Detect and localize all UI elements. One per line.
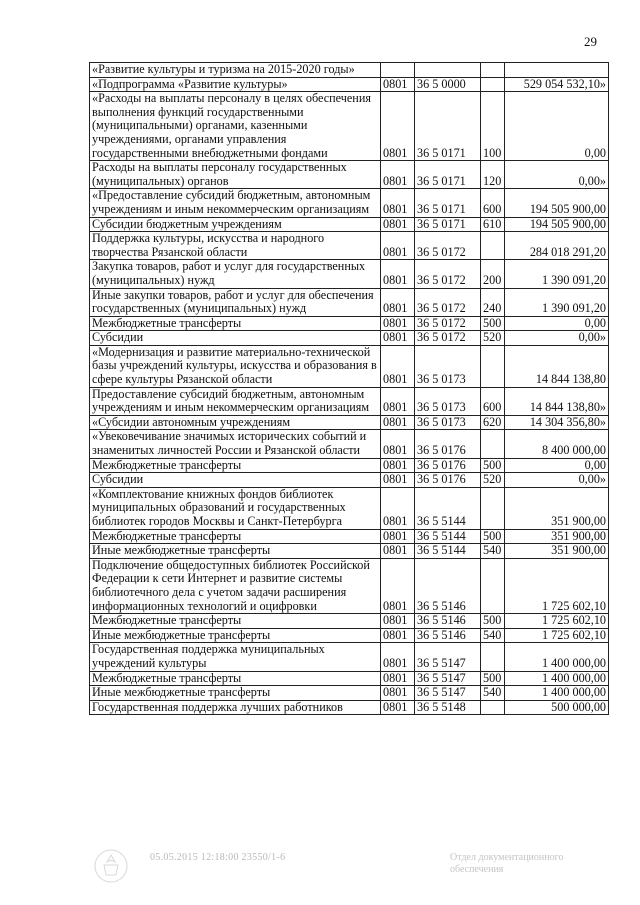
row-expense-type — [481, 700, 505, 715]
row-name: «Комплектование книжных фондов библиотек муниципальных образований и государственных библиотек городов Москвы и Санкт-Петербурга — [90, 487, 381, 529]
emblem-icon — [93, 848, 129, 884]
row-name: «Расходы на выплаты персоналу в целях обеспечения выполнения функций государственными (муниципальными) органами, казенными учреждениями, органами управления государственными внебюджетными фондами — [90, 92, 381, 161]
row-amount: 1 400 000,00 — [505, 671, 609, 686]
row-name: Иные закупки товаров, работ и услуг для обеспечения государственных (муниципальных) нужд — [90, 288, 381, 316]
row-section-code: 0801 — [381, 217, 415, 232]
row-name: Межбюджетные трансферты — [90, 458, 381, 473]
row-section-code: 0801 — [381, 345, 415, 387]
row-expense-type: 520 — [481, 473, 505, 488]
table-row — [90, 529, 609, 544]
row-expense-type: 500 — [481, 316, 505, 331]
table-row — [90, 217, 609, 232]
budget-table-body — [90, 63, 609, 715]
row-name: «Увековечивание значимых исторических событий и знаменитых личностей России и Рязанской области — [90, 430, 381, 458]
row-target-code: 36 5 5147 — [415, 686, 481, 701]
row-expense-type: 620 — [481, 415, 505, 430]
row-target-code — [415, 63, 481, 78]
table-row — [90, 487, 609, 529]
row-name: Государственная поддержка муниципальных учреждений культуры — [90, 643, 381, 671]
row-target-code: 36 5 5144 — [415, 529, 481, 544]
row-amount: 529 054 532,10» — [505, 77, 609, 92]
row-expense-type — [481, 430, 505, 458]
row-expense-type: 540 — [481, 628, 505, 643]
table-row — [90, 331, 609, 346]
row-section-code: 0801 — [381, 558, 415, 613]
row-target-code: 36 5 0173 — [415, 387, 481, 415]
row-amount: 14 844 138,80 — [505, 345, 609, 387]
row-amount: 1 400 000,00 — [505, 643, 609, 671]
row-amount: 1 400 000,00 — [505, 686, 609, 701]
row-target-code: 36 5 5146 — [415, 614, 481, 629]
row-name: Расходы на выплаты персоналу государственных (муниципальных) органов — [90, 161, 381, 189]
row-target-code: 36 5 0000 — [415, 77, 481, 92]
row-expense-type: 240 — [481, 288, 505, 316]
row-target-code: 36 5 5144 — [415, 487, 481, 529]
table-row — [90, 92, 609, 161]
row-target-code: 36 5 5147 — [415, 643, 481, 671]
row-target-code: 36 5 0173 — [415, 415, 481, 430]
footer-note: Отдел документационного обеспечения — [450, 852, 564, 875]
row-amount: 1 390 091,20 — [505, 288, 609, 316]
row-section-code: 0801 — [381, 686, 415, 701]
row-target-code: 36 5 0176 — [415, 458, 481, 473]
row-expense-type: 610 — [481, 217, 505, 232]
row-expense-type: 100 — [481, 92, 505, 161]
row-section-code: 0801 — [381, 671, 415, 686]
table-row — [90, 458, 609, 473]
row-expense-type: 500 — [481, 614, 505, 629]
row-name: Межбюджетные трансферты — [90, 316, 381, 331]
row-amount: 194 505 900,00 — [505, 217, 609, 232]
row-amount — [505, 63, 609, 78]
footer-stamp: 05.05.2015 12:18:00 23550/1-6 — [150, 852, 286, 863]
row-section-code: 0801 — [381, 458, 415, 473]
table-row — [90, 415, 609, 430]
row-name: Закупка товаров, работ и услуг для государственных (муниципальных) нужд — [90, 260, 381, 288]
table-row — [90, 473, 609, 488]
page-number: 29 — [584, 34, 597, 49]
row-target-code: 36 5 5147 — [415, 671, 481, 686]
row-name: Межбюджетные трансферты — [90, 529, 381, 544]
row-section-code: 0801 — [381, 614, 415, 629]
row-expense-type: 540 — [481, 686, 505, 701]
table-row — [90, 345, 609, 387]
row-name: Подключение общедоступных библиотек Российской Федерации к сети Интернет и развитие системы библиотечного дела с учетом задачи расширения информационных технологий и оцифровки — [90, 558, 381, 613]
table-row — [90, 387, 609, 415]
row-expense-type — [481, 643, 505, 671]
row-target-code: 36 5 5146 — [415, 628, 481, 643]
row-amount: 14 844 138,80» — [505, 387, 609, 415]
row-section-code: 0801 — [381, 487, 415, 529]
row-name: «Предоставление субсидий бюджетным, автономным учреждениям и иным некоммерческим организациям — [90, 189, 381, 217]
row-name: «Субсидии автономным учреждениям — [90, 415, 381, 430]
row-expense-type: 520 — [481, 331, 505, 346]
row-target-code: 36 5 0171 — [415, 161, 481, 189]
row-name: «Подпрограмма «Развитие культуры» — [90, 77, 381, 92]
row-name: Межбюджетные трансферты — [90, 671, 381, 686]
row-amount: 0,00» — [505, 161, 609, 189]
row-amount: 0,00 — [505, 92, 609, 161]
row-target-code: 36 5 0172 — [415, 232, 481, 260]
row-expense-type — [481, 232, 505, 260]
row-name: Иные межбюджетные трансферты — [90, 544, 381, 559]
row-target-code: 36 5 0171 — [415, 189, 481, 217]
row-amount: 194 505 900,00 — [505, 189, 609, 217]
table-row — [90, 686, 609, 701]
row-expense-type: 500 — [481, 671, 505, 686]
row-section-code: 0801 — [381, 529, 415, 544]
row-section-code: 0801 — [381, 316, 415, 331]
row-name: Иные межбюджетные трансферты — [90, 628, 381, 643]
row-name: Поддержка культуры, искусства и народного творчества Рязанской области — [90, 232, 381, 260]
row-expense-type: 200 — [481, 260, 505, 288]
row-expense-type — [481, 487, 505, 529]
row-amount: 351 900,00 — [505, 487, 609, 529]
row-name: Субсидии — [90, 331, 381, 346]
row-name: Иные межбюджетные трансферты — [90, 686, 381, 701]
table-row — [90, 544, 609, 559]
row-amount: 1 390 091,20 — [505, 260, 609, 288]
row-target-code: 36 5 0172 — [415, 288, 481, 316]
table-row — [90, 260, 609, 288]
row-expense-type: 500 — [481, 458, 505, 473]
row-section-code: 0801 — [381, 643, 415, 671]
table-row — [90, 232, 609, 260]
row-section-code: 0801 — [381, 415, 415, 430]
row-name: Межбюджетные трансферты — [90, 614, 381, 629]
table-row — [90, 77, 609, 92]
row-section-code: 0801 — [381, 288, 415, 316]
row-expense-type: 600 — [481, 387, 505, 415]
row-amount: 0,00» — [505, 473, 609, 488]
row-name: «Развитие культуры и туризма на 2015-2020 годы» — [90, 63, 381, 78]
row-target-code: 36 5 0176 — [415, 430, 481, 458]
row-target-code: 36 5 0176 — [415, 473, 481, 488]
row-name: «Модернизация и развитие материально-технической базы учреждений культуры, искусства и образования в сфере культуры Рязанской области — [90, 345, 381, 387]
row-expense-type: 500 — [481, 529, 505, 544]
table-row — [90, 430, 609, 458]
row-target-code: 36 5 5148 — [415, 700, 481, 715]
row-amount: 1 725 602,10 — [505, 558, 609, 613]
row-target-code: 36 5 0172 — [415, 316, 481, 331]
row-target-code: 36 5 0172 — [415, 260, 481, 288]
row-section-code: 0801 — [381, 260, 415, 288]
row-amount: 284 018 291,20 — [505, 232, 609, 260]
row-amount: 351 900,00 — [505, 529, 609, 544]
row-target-code: 36 5 0172 — [415, 331, 481, 346]
table-row — [90, 671, 609, 686]
row-name: Субсидии бюджетным учреждениям — [90, 217, 381, 232]
table-row — [90, 628, 609, 643]
row-amount: 1 725 602,10 — [505, 628, 609, 643]
row-amount: 1 725 602,10 — [505, 614, 609, 629]
row-expense-type: 600 — [481, 189, 505, 217]
row-section-code: 0801 — [381, 430, 415, 458]
row-amount: 500 000,00 — [505, 700, 609, 715]
row-amount: 0,00 — [505, 458, 609, 473]
row-section-code: 0801 — [381, 189, 415, 217]
row-section-code: 0801 — [381, 77, 415, 92]
table-row — [90, 189, 609, 217]
table-row — [90, 614, 609, 629]
row-amount: 8 400 000,00 — [505, 430, 609, 458]
row-name: Субсидии — [90, 473, 381, 488]
row-target-code: 36 5 5144 — [415, 544, 481, 559]
row-section-code: 0801 — [381, 387, 415, 415]
table-row — [90, 63, 609, 78]
row-expense-type: 120 — [481, 161, 505, 189]
row-expense-type — [481, 77, 505, 92]
table-row — [90, 558, 609, 613]
row-section-code: 0801 — [381, 232, 415, 260]
row-amount: 351 900,00 — [505, 544, 609, 559]
row-amount: 0,00 — [505, 316, 609, 331]
row-target-code: 36 5 5146 — [415, 558, 481, 613]
row-target-code: 36 5 0171 — [415, 217, 481, 232]
table-row — [90, 288, 609, 316]
row-expense-type — [481, 63, 505, 78]
row-section-code — [381, 63, 415, 78]
table-row — [90, 161, 609, 189]
budget-table — [89, 62, 609, 715]
row-section-code: 0801 — [381, 161, 415, 189]
table-row — [90, 643, 609, 671]
row-amount: 14 304 356,80» — [505, 415, 609, 430]
row-section-code: 0801 — [381, 92, 415, 161]
row-section-code: 0801 — [381, 331, 415, 346]
row-expense-type — [481, 558, 505, 613]
row-section-code: 0801 — [381, 700, 415, 715]
row-target-code: 36 5 0173 — [415, 345, 481, 387]
row-section-code: 0801 — [381, 544, 415, 559]
row-section-code: 0801 — [381, 628, 415, 643]
row-target-code: 36 5 0171 — [415, 92, 481, 161]
row-expense-type — [481, 345, 505, 387]
row-expense-type: 540 — [481, 544, 505, 559]
table-row — [90, 700, 609, 715]
row-section-code: 0801 — [381, 473, 415, 488]
table-row — [90, 316, 609, 331]
row-name: Государственная поддержка лучших работников — [90, 700, 381, 715]
row-amount: 0,00» — [505, 331, 609, 346]
row-name: Предоставление субсидий бюджетным, автономным учреждениям и иным некоммерческим организациям — [90, 387, 381, 415]
